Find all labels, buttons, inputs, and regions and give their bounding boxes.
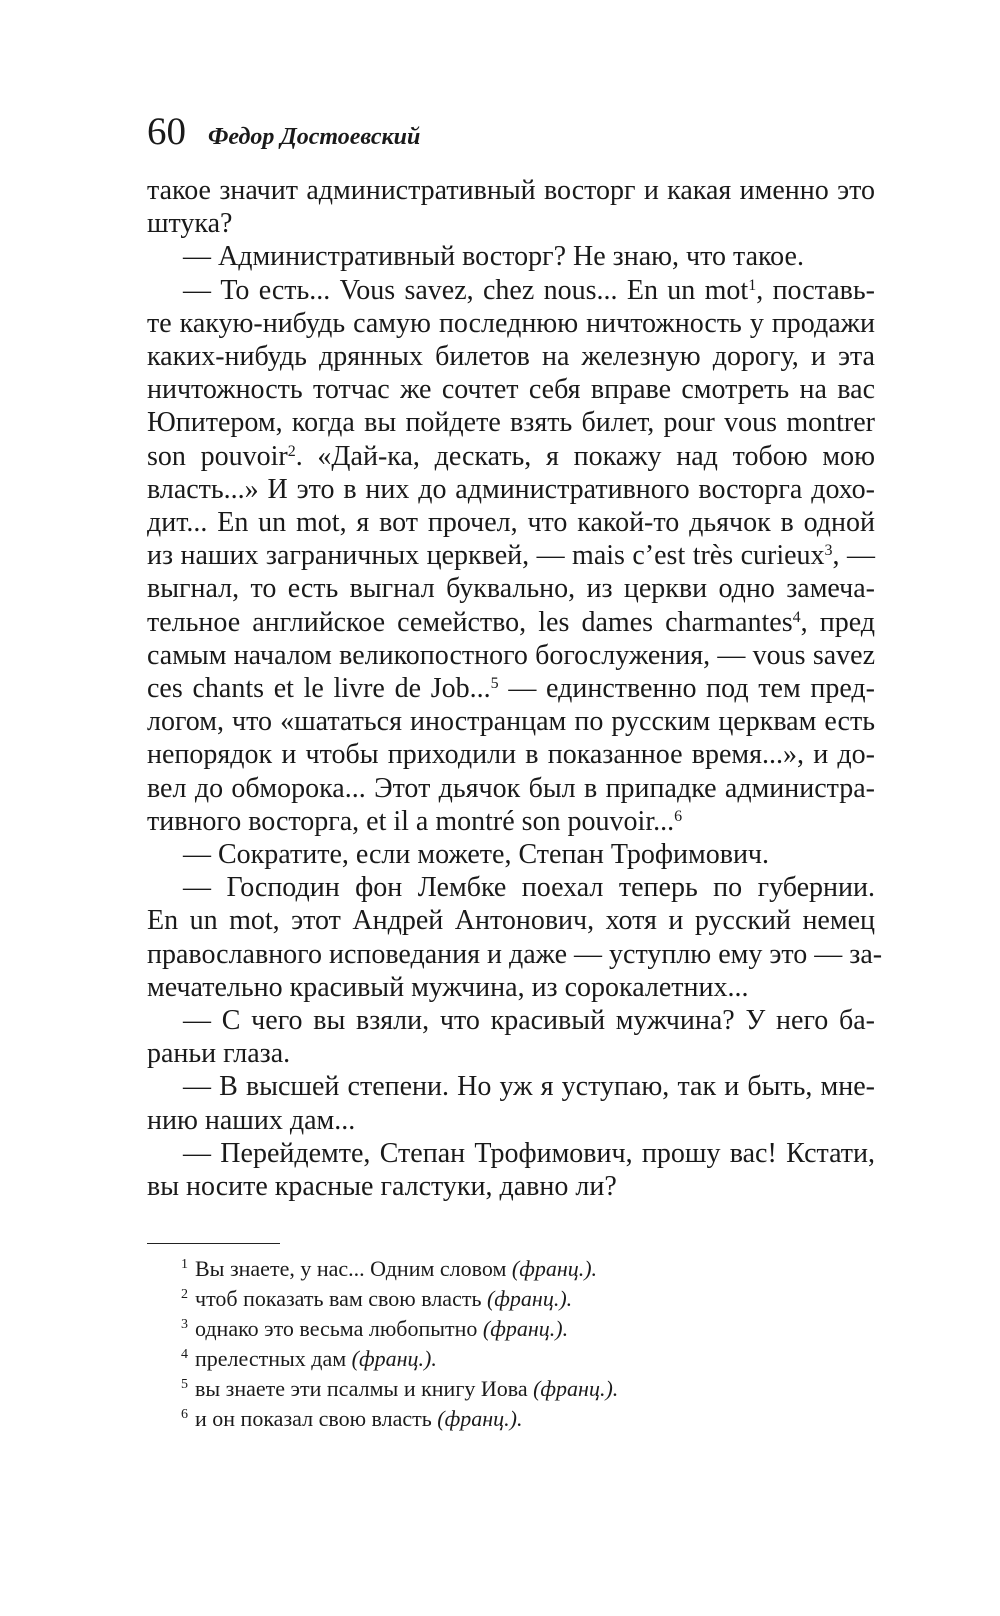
- text-line: En un mot, этот Андрей Антонович, хотя и русский немец: [147, 905, 875, 937]
- footnote-marker: 3: [824, 542, 833, 560]
- text-line: ces chants et le livre de Job...$^5$ — единственно под тем пред-: [147, 673, 876, 705]
- footnote-marker: 1: [748, 276, 757, 294]
- footnote-marker: 2: [287, 442, 296, 460]
- text-line: каких-нибудь дрянных билетов на железную дорогу, и эта: [147, 341, 875, 373]
- text-line: вел до обморока... Этот дьячок был в припадке администра-: [147, 772, 875, 804]
- text-line: — В высшей степени. Но уж я уступаю, так и быть, мне-: [183, 1071, 875, 1103]
- text-line: вы носите красные галстуки, давно ли?: [147, 1171, 617, 1203]
- text-line: штука?: [147, 208, 233, 240]
- footnote-separator: [147, 1243, 280, 1244]
- text-line: логом, что «шататься иностранцам по русским церквам есть: [147, 706, 875, 738]
- text-line: раньи глаза.: [147, 1038, 291, 1070]
- text-line: нию наших дам...: [147, 1104, 356, 1136]
- text-line: — С чего вы взяли, что красивый мужчина? У него ба-: [183, 1005, 875, 1037]
- text-line: непорядок и чтобы приходили в показанное время...», и до-: [147, 739, 875, 771]
- text-line: из наших заграничных церквей, — mais c’est très curieux$^3$, —: [147, 540, 876, 572]
- running-head: Федор Достоевский: [208, 124, 421, 150]
- footnote: $^6$ и он показал свою власть (франц.).: [181, 1406, 523, 1431]
- footnote: $^3$ однако это весьма любопытно (франц.).: [181, 1316, 569, 1341]
- footnotes: [181, 1254, 618, 1434]
- text-line: — Сократите, если можете, Степан Трофимович.: [183, 839, 770, 871]
- page-number: 60: [147, 110, 186, 153]
- text-line: выгнал, то есть выгнал буквально, из церкви одно замеча-: [147, 573, 875, 605]
- footnote: $^4$ прелестных дам (франц.).: [181, 1346, 437, 1371]
- text-line: Юпитером, когда вы пойдете взять билет, pour vous montrer: [147, 407, 875, 439]
- text-line: те какую-нибудь самую последнюю ничтожность у продажи: [147, 307, 875, 339]
- footnote: $^1$ Вы знаете, у нас... Одним словом (франц.).: [181, 1256, 598, 1281]
- text-line: — Административный восторг? Не знаю, что такое.: [183, 241, 804, 273]
- footnote-marker: 4: [792, 608, 801, 626]
- text-line: тельное английское семейство, les dames charmantes$^4$, пред: [147, 606, 875, 638]
- footnote: $^5$ вы знаете эти псалмы и книгу Иова (франц.).: [181, 1376, 619, 1401]
- page-header: [147, 112, 420, 151]
- text-line: ничтожность тотчас же сочтет себя вправе смотреть на вас: [147, 374, 875, 406]
- text-line: — То есть... Vous savez, chez nous... En un mot$^1$, поставь-: [183, 274, 875, 306]
- text-line: мечательно красивый мужчина, из сорокалетних...: [147, 971, 749, 1003]
- text-line: власть...» И это в них до административного восторга дохо-: [147, 473, 875, 505]
- text-line: son pouvoir$^2$. «Дай-ка, дескать, я покажу над тобою мою: [147, 440, 875, 472]
- text-line: — Перейдемте, Степан Трофимович, прошу вас! Кстати,: [183, 1137, 875, 1169]
- text-line: тивного восторга, et il a montré son pouvoir...$^6$: [147, 805, 683, 837]
- text-line: православного исповедания и даже — уступлю ему это — за-: [147, 938, 883, 970]
- footnote-marker: 6: [674, 807, 683, 825]
- text-line: дит... En un mot, я вот прочел, что какой-то дьячок в одной: [147, 507, 875, 539]
- main-text: [147, 174, 883, 1203]
- text-line: самым началом великопостного богослужения, — vous savez: [147, 639, 875, 671]
- text-line: такое значит административный восторг и какая именно это: [147, 175, 875, 206]
- footnote: $^2$ чтоб показать вам свою власть (франц.).: [181, 1286, 573, 1311]
- footnote-marker: 5: [490, 675, 499, 693]
- text-line: — Господин фон Лембке поехал теперь по губернии.: [183, 872, 875, 904]
